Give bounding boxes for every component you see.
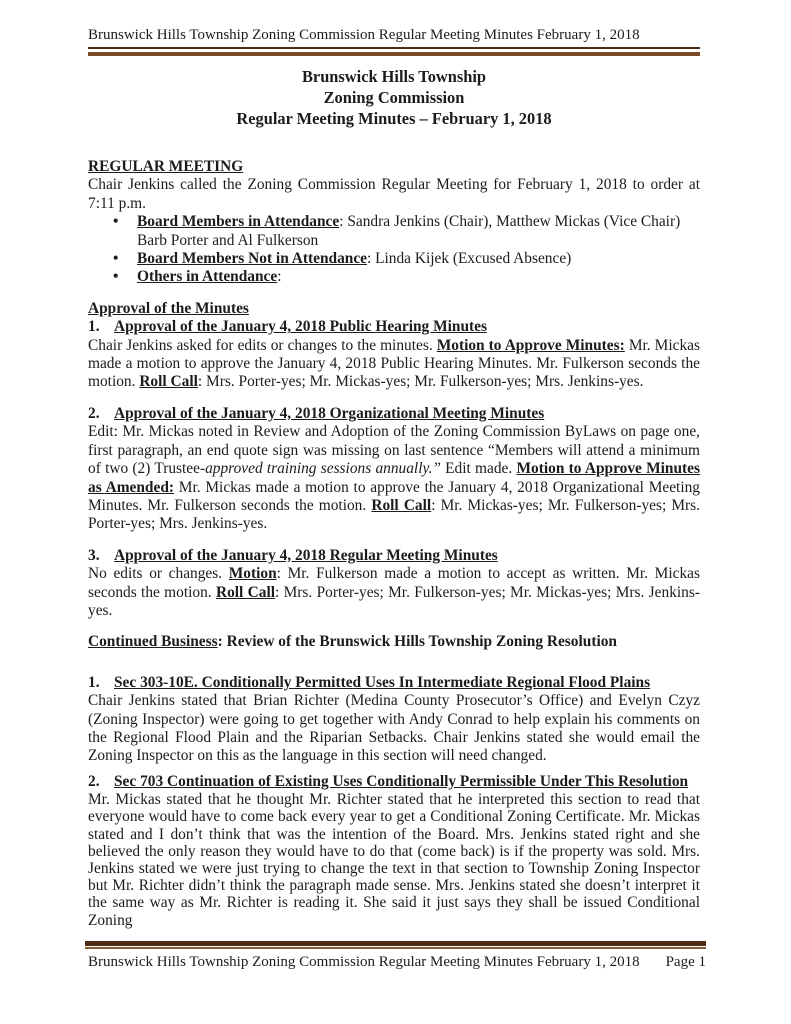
page-header (88, 0, 700, 44)
bullet-icon: • (113, 250, 119, 268)
title-line-2: Zoning Commission (323, 88, 465, 107)
text-run: : Mr. Mickas-yes; Mr. Fulkerson-yes; Mrs. Porter-yes; Mrs. Jenkins-yes. (88, 496, 700, 533)
text-run: : Mrs. Porter-yes; Mr. Fulkerson-yes; Mr. Mickas-yes; Mrs. Jenkins-yes. (88, 583, 700, 619)
footer-row (85, 953, 706, 971)
paragraph (88, 423, 700, 533)
text-run: No edits or changes. (88, 565, 229, 583)
item-number: 1. (88, 673, 100, 691)
header-text: Brunswick Hills Township Zoning Commission Regular Meeting Minutes February 1, 2018 (88, 27, 640, 43)
bullet-icon: • (113, 268, 119, 286)
bullet-list (88, 213, 700, 287)
section-heading (88, 300, 700, 318)
numbered-heading (88, 674, 700, 692)
section-heading (88, 158, 700, 176)
footer-text: Brunswick Hills Township Zoning Commission Regular Meeting Minutes February 1, 2018 (88, 954, 640, 970)
text-run: Chair Jenkins called the Zoning Commission Regular Meeting for February 1, 2018 to order at 7:11 p.m. (88, 176, 700, 212)
item-number: 2. (88, 404, 100, 422)
title-line-3: Regular Meeting Minutes – February 1, 2018 (236, 109, 552, 128)
bullet-icon: • (113, 213, 119, 231)
numbered-heading (88, 405, 700, 423)
numbered-heading (88, 773, 700, 791)
text-run: : Mrs. Porter-yes; Mr. Mickas-yes; Mr. Fulkerson-yes; Mrs. Jenkins-yes. (197, 373, 644, 391)
page-number: Page 1 (665, 954, 706, 970)
text-run: Roll Call (215, 583, 275, 601)
item-number: 1. (88, 318, 100, 336)
text-run: Approval of the Minutes (88, 299, 249, 317)
text-run: Roll Call (139, 373, 198, 391)
text-run: Motion to Approve Minutes: (436, 336, 625, 354)
header-rule (88, 47, 700, 56)
page-footer (85, 941, 706, 971)
text-run: Review of the Brunswick Hills Township Zoning Resolution (226, 633, 617, 651)
text-run: Mr. Mickas stated that he thought Mr. Richter stated that he interpreted this section to read that everyone would have to come back every year to get a Conditional Zoning Certificate. Mr. Mickas stated and I don’t think that was the intention of the Board. Mrs. Jenkins stated right and she believed the only reason they would have to do that (come back) is if the property was sold. Mrs. Jenkins stated we were just trying to change the text in that section to Township Zoning Inspector but Mr. Richter didn’t think the paragraph made sense. Mrs. Jenkins stated she doesn’t interpret it the same way as Mr. Richter is reading it. She said it just says they shall be issued Conditional Zoning (88, 791, 700, 929)
text-run: Approval of the January 4, 2018 Public Hearing Minutes (114, 318, 487, 336)
footer-rule (85, 941, 706, 949)
text-run: Approval of the January 4, 2018 Organizational Meeting Minutes (114, 404, 545, 422)
text-run: Board Members in Attendance (137, 213, 340, 231)
paragraph (88, 692, 700, 766)
title-block (88, 66, 700, 129)
item-number: 3. (88, 546, 100, 564)
text-run: Edit: Mr. Mickas noted in Review and Adoption of the Zoning Commission ByLaws on page one, first paragraph, an end quote sign was missing on last sentence “Members will attend a minimum of two (2) Trustee- (88, 423, 700, 478)
text-run: Others in Attendance (137, 268, 278, 286)
text-run: Approval of the January 4, 2018 Regular Meeting Minutes (114, 546, 498, 564)
text-run: Roll Call (371, 496, 432, 514)
paragraph (88, 633, 700, 651)
text-run: Motion to Approve Minutes as Amended: (88, 460, 700, 496)
numbered-heading (88, 547, 700, 565)
title-line-1: Brunswick Hills Township (301, 67, 487, 86)
paragraph (88, 565, 700, 620)
text-run: REGULAR MEETING (88, 158, 244, 175)
paragraph (88, 337, 700, 392)
text-run: Motion (228, 565, 277, 583)
numbered-heading (88, 318, 700, 336)
text-run: Mr. Mickas made a motion to approve the January 4, 2018 Public Hearing Minutes. Mr. Fulkerson seconds the motion. (88, 336, 700, 391)
paragraph (88, 176, 700, 213)
text-run: Edit made. (440, 460, 517, 478)
document-body (88, 158, 700, 929)
text-run: approved training sessions annually.” (205, 460, 441, 478)
text-run: Mr. Mickas made a motion to approve the January 4, 2018 Organizational Meeting Minutes. Mr. Fulkerson seconds the motion. (88, 478, 700, 514)
text-run: Sec 703 Continuation of Existing Uses Conditionally Permissible Under This Resolution (114, 772, 689, 790)
text-run: : (217, 633, 227, 651)
paragraph (88, 791, 700, 929)
text-run: : Sandra Jenkins (Chair), Matthew Mickas (Vice Chair) Barb Porter and Al Fulkerson (137, 213, 681, 249)
text-run: Sec 303-10E. Conditionally Permitted Uses In Intermediate Regional Flood Plains (114, 673, 651, 691)
text-run: Board Members Not in Attendance (137, 250, 367, 268)
page-content (88, 0, 700, 938)
bullet-item (88, 268, 700, 286)
text-run: Continued Business (88, 633, 218, 651)
text-run: : Mr. Fulkerson made a motion to accept as written. Mr. Mickas seconds the motion. (88, 565, 700, 601)
bullet-item (88, 213, 700, 250)
text-run: Chair Jenkins stated that Brian Richter (Medina County Prosecutor’s Office) and Evelyn Czyz (Zoning Inspector) were going to get together with Andy Conrad to help explain his comments on the Regional Flood Plain and the Riparian Setbacks. Chair Jenkins stated she would email the Zoning Inspector on this as the language in this section will need changed. (88, 692, 700, 765)
text-run: : Linda Kijek (Excused Absence) (366, 250, 572, 268)
item-number: 2. (88, 772, 100, 790)
bullet-item (88, 250, 700, 268)
text-run: : (277, 268, 282, 286)
text-run: Chair Jenkins asked for edits or changes to the minutes. (88, 336, 437, 354)
